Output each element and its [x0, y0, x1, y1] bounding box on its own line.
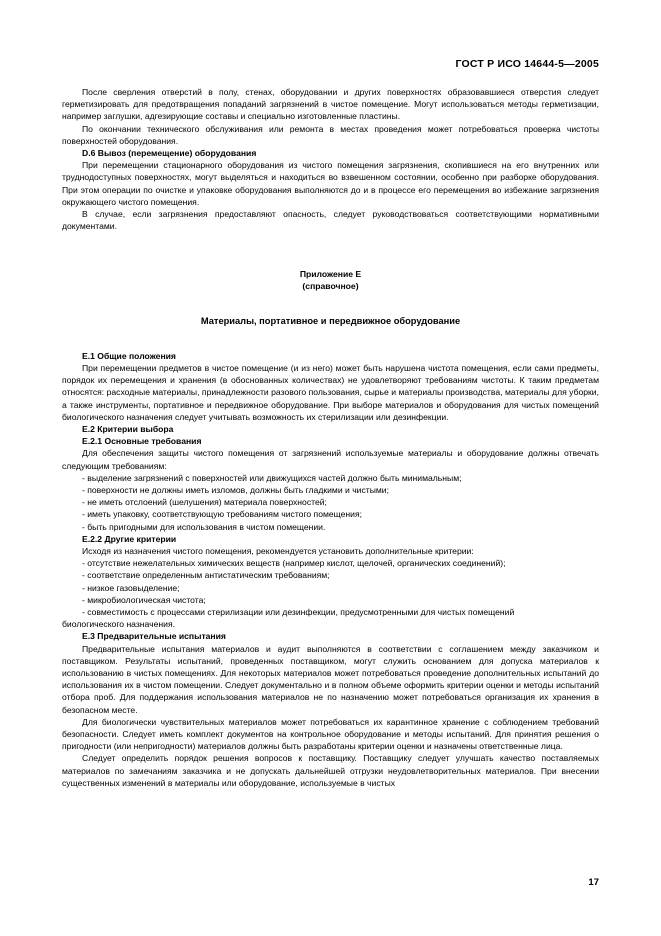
paragraph-d5-1: После сверления отверстий в полу, стенах, оборудовании и других поверхностях образовавшиеся отверстия следует герметизировать для предотвращения попаданий загрязнений в чистое помещение. Могут использоваться методы герметизации, например заглушки, адгезирующие составы и специально изготовленные пластины. [62, 87, 599, 122]
page-number: 17 [588, 877, 599, 888]
list-item: - не иметь отслоений (шелушения) материала поверхностей; [82, 497, 327, 508]
heading-e2-1: Е.2.1 Основные требования [82, 436, 202, 447]
annex-label-line1: Приложение Е [299, 269, 362, 280]
page-header: ГОСТ Р ИСО 14644-5—2005 [455, 58, 599, 70]
paragraph-e3-2: Для биологически чувствительных материалов может потребоваться их карантинное хранение с соблюдением требований безопасности. Следует иметь комплект документов на контрольное оборудование и методы испытаний. Для принятия решения о пригодности (или непригодности) материалов должны быть разработаны критерии оценки и назначены ответственные лица. [62, 716, 599, 752]
heading-d6: D.6 Вывоз (перемещение) оборудования [82, 148, 257, 159]
list-item: - низкое газовыделение; [82, 582, 180, 593]
paragraph-d6-1: При перемещении стационарного оборудования из чистого помещения загрязнения, скопившиеся на его внутренних или труднодоступных поверхностях, могут выделяться и находиться во взвешенном состоянии, особенно при разборке оборудования. При этом операции по очистке и упаковке оборудования выполняются до и в процессе его перемещения во избежание загрязнения окружающего чистого помещения. [62, 160, 599, 207]
paragraph-e3-1: Предварительные испытания материалов и аудит выполняются в соответствии с соглашением между заказчиком и поставщиком. Результаты испытаний, проведенных поставщиком, могут служить основанием для допуска материалов к использованию в чистых помещениях. Для некоторых материалов может потребоваться проведение дополнительных испытаний до использования их в чистом помещении. Следует документально и в полном объеме оформить критерии оценки и методы испытаний отбора проб. Для поддержания использования материалов не по назначению может потребоваться организация их хранения в безопасном месте. [62, 643, 599, 715]
list-item: - микробиологическая чистота; [82, 594, 206, 605]
heading-e2-2: Е.2.2 Другие критерии [82, 533, 177, 544]
list-item-continuation: биологического назначения. [62, 619, 175, 630]
paragraph-d5-2: По окончании технического обслуживания или ремонта в местах проведения может потребоваться проверка чистоты поверхностей оборудования. [62, 123, 599, 146]
annex-body-spacer [62, 328, 599, 350]
list-item: - иметь упаковку, соответствующую требованиям чистого помещения; [82, 509, 363, 520]
section-spacer [62, 232, 599, 268]
heading-e3: Е.3 Предварительные испытания [82, 631, 226, 642]
list-item: - поверхности не должны иметь изломов, должны быть гладкими и чистыми; [82, 484, 389, 495]
annex-title: Материалы, портативное и передвижное оборудование [200, 315, 461, 326]
annex-label-line2: (справочное) [302, 281, 359, 292]
paragraph-e1-1: При перемещении предметов в чистое помещение (и из него) может быть нарушена чистота помещения, если сами предметы, порядок их перемещения и хранения (в обоснованных количествах) не удовлетворяют требованиям чистоты. К таким предметам относятся: расходные материалы, принадлежности разового пользования, сырье и материалы производства, материалы для уборки, а также инструменты, портативное и передвижное оборудование. При выборе материалов и оборудования для чистых помещений биологического назначения следует учитывать возможность их стерилизации или дезинфекции. [62, 362, 599, 422]
paragraph-e22-1: Исходя из назначения чистого помещения, рекомендуется установить дополнительные критерии: [82, 545, 474, 556]
paragraph-e3-3: Следует определить порядок решения вопросов к поставщику. Поставщику следует улучшать качество поставляемых материалов по замечаниям заказчика и не допускать дальнейшей отгрузки неудовлетворительных материалов. При внесении существенных изменений в материалы или оборудование, используемые в чистых [62, 753, 599, 788]
paragraph-e21-1: Для обеспечения защиты чистого помещения от загрязнений используемые материалы и оборудование должны отвечать следующим требованиям: [62, 448, 599, 471]
list-item: - выделение загрязнений с поверхностей или движущихся частей должно быть минимальным; [82, 472, 462, 483]
list-item: - отсутствие нежелательных химических веществ (например кислот, щелочей, органических соединений); [82, 558, 506, 569]
heading-e2: Е.2 Критерии выбора [82, 423, 174, 434]
list-item: - совместимость с процессами стерилизации или дезинфекции, предусмотренными для чистых помещений [82, 606, 515, 617]
heading-e1: Е.1 Общие положения [82, 350, 176, 361]
list-item: - быть пригодными для использования в чистом помещении. [82, 521, 326, 532]
list-item: - соответствие определенным антистатическим требованиям; [82, 570, 330, 581]
paragraph-d6-2: В случае, если загрязнения предоставляют опасность, следует руководствоваться соответствующими нормативными документами. [62, 209, 599, 232]
annex-title-spacer [62, 293, 599, 315]
